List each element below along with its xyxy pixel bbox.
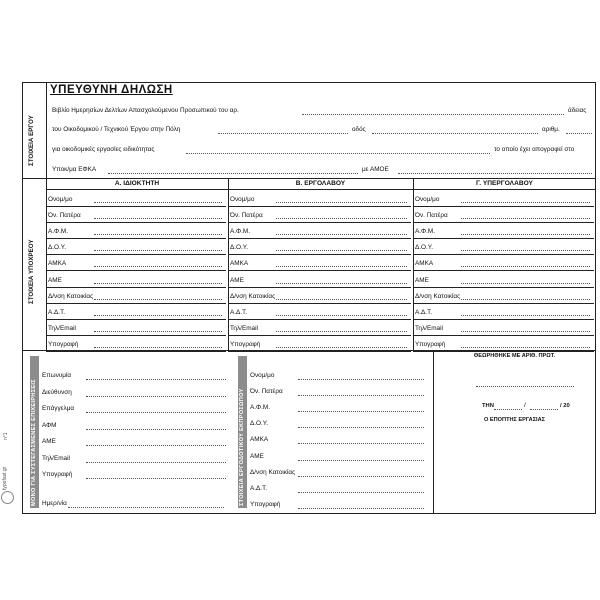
- publisher-logo: [1, 491, 14, 504]
- column-divider-b: [228, 178, 229, 350]
- project-line3-end: το οποίο έχει απογραφεί στο: [494, 146, 575, 153]
- subcontractor-input-dots[interactable]: [461, 266, 590, 267]
- representative-field-label: Υπογραφή: [250, 501, 281, 508]
- contractor-input-dots[interactable]: [276, 202, 407, 203]
- owner-input[interactable]: [46, 319, 226, 320]
- official-title: ΘΕΩΡΗΘΗΚΕ ΜΕ ΑΡΙΘ. ΠΡΩΤ.: [473, 353, 556, 359]
- project-line1: Βιβλίο Ημερησίων Δελτίων Απασχολούμενου Προσωπικού του αρ.: [52, 107, 239, 114]
- company-input[interactable]: [86, 445, 226, 446]
- contractor-input[interactable]: [228, 270, 411, 271]
- column-divider-c: [413, 178, 414, 350]
- subcontractor-input-dots[interactable]: [461, 250, 590, 251]
- subcontractor-field-label: Υπογραφή: [415, 341, 446, 348]
- owner-input-dots[interactable]: [94, 347, 222, 348]
- owner-input[interactable]: [46, 222, 226, 223]
- owner-field-label: Α.Δ.Τ.: [48, 309, 66, 316]
- project-number-field[interactable]: [566, 133, 592, 134]
- project-line4-mid: με ΑΜΟΕ: [362, 166, 389, 173]
- contractor-input[interactable]: [228, 238, 411, 239]
- contractor-field-label: Όν. Πατέρα: [230, 212, 263, 219]
- representative-field-label: Α.Δ.Τ.: [250, 485, 268, 492]
- representative-input[interactable]: [298, 427, 424, 428]
- contractor-input-dots[interactable]: [276, 315, 407, 316]
- owner-input-dots[interactable]: [94, 266, 222, 267]
- representative-input[interactable]: [298, 492, 424, 493]
- subcontractor-field-label: Δ.Ο.Υ.: [415, 244, 434, 251]
- owner-field-label: ΑΜΕ: [48, 277, 62, 284]
- subcontractor-input-dots[interactable]: [461, 347, 590, 348]
- column-subcontractor: Γ. ΥΠΕΡΓΟΛΑΒΟΥ: [476, 180, 533, 187]
- columns-header-rule: [46, 189, 596, 190]
- representative-field-label: Δ.Ο.Υ.: [250, 420, 269, 427]
- representative-input[interactable]: [298, 476, 424, 477]
- contractor-input[interactable]: [228, 351, 411, 352]
- representative-input[interactable]: [298, 443, 424, 444]
- contractor-input-dots[interactable]: [276, 234, 407, 235]
- company-field-label: ΑΦΜ: [42, 422, 57, 429]
- subcontractor-input[interactable]: [413, 238, 594, 239]
- owner-field-label: Α.Φ.Μ.: [48, 228, 69, 235]
- project-line3: για οικοδομικές εργασίες ειδικότητας: [52, 146, 155, 153]
- contractor-input-dots[interactable]: [276, 218, 407, 219]
- owner-field-label: Ονομ/μο: [48, 196, 73, 203]
- contractor-input-dots[interactable]: [276, 347, 407, 348]
- subcontractor-input-dots[interactable]: [461, 218, 590, 219]
- publisher-code: n°1: [3, 432, 9, 440]
- company-input[interactable]: [86, 478, 226, 479]
- official-date-prefix: ΤΗΝ: [482, 403, 494, 409]
- representative-input[interactable]: [298, 460, 424, 461]
- subcontractor-field-label: ΑΜΕ: [415, 277, 429, 284]
- official-year: / 20: [560, 403, 570, 409]
- official-date-sep: /: [524, 402, 526, 409]
- owner-input-dots[interactable]: [94, 315, 222, 316]
- contractor-input[interactable]: [228, 222, 411, 223]
- owner-input-dots[interactable]: [94, 202, 222, 203]
- company-field-label: Διεύθυνση: [42, 389, 72, 396]
- project-line1-end: άδειας: [568, 107, 587, 114]
- publisher-name: typofast.gr: [2, 466, 8, 490]
- representative-input[interactable]: [298, 379, 424, 380]
- company-input[interactable]: [86, 396, 226, 397]
- representative-field-label: ΑΜΕ: [250, 453, 264, 460]
- contractor-input[interactable]: [228, 287, 411, 288]
- owner-input[interactable]: [46, 254, 226, 255]
- subcontractor-field-label: Δ/νση Κατοικίας: [415, 293, 461, 300]
- owner-input-dots[interactable]: [94, 218, 222, 219]
- representative-field-label: Δ/νση Κατοικίας: [250, 469, 296, 476]
- owner-input[interactable]: [46, 270, 226, 271]
- project-city-field[interactable]: [218, 133, 348, 134]
- owner-input[interactable]: [46, 351, 226, 352]
- official-month-field[interactable]: [530, 409, 558, 410]
- company-date-label: Ημερ/νία: [42, 500, 67, 507]
- owner-input-dots[interactable]: [94, 283, 222, 284]
- subcontractor-input[interactable]: [413, 254, 594, 255]
- obligated-divider: [46, 178, 47, 350]
- company-input[interactable]: [86, 379, 226, 380]
- obligated-section-label: ΣΤΟΙΧΕΙΑ ΥΠΟΧΡΕΟΥ: [28, 239, 35, 304]
- project-line4: Υποκ/μα ΕΦΚΑ: [52, 166, 97, 173]
- company-strip-label: ΜΟΝΟ ΓΙΑ ΣΥΣΤΕΓΑΣΜΕΝΕΣ ΕΠΙΧΕΙΡΗΣΕΙΣ: [31, 379, 37, 506]
- company-input[interactable]: [86, 429, 226, 430]
- contractor-field-label: ΑΜΚΑ: [230, 260, 249, 267]
- contractor-input-dots[interactable]: [276, 299, 407, 300]
- company-field-label: Επάγγελμα: [42, 405, 75, 412]
- project-line1-field[interactable]: [302, 114, 564, 115]
- subcontractor-input[interactable]: [413, 351, 594, 352]
- subcontractor-field-label: Ονομ/μο: [415, 196, 440, 203]
- company-input[interactable]: [86, 462, 226, 463]
- representative-field-label: Α.Φ.Μ.: [250, 404, 271, 411]
- company-field-label: Επωνυμία: [42, 372, 72, 379]
- project-divider: [46, 82, 47, 178]
- contractor-input[interactable]: [228, 303, 411, 304]
- project-amoe-field[interactable]: [398, 173, 592, 174]
- project-section-label: ΣΤΟΙΧΕΙΑ ΕΡΓΟΥ: [28, 115, 35, 166]
- contractor-input-dots[interactable]: [276, 250, 407, 251]
- contractor-field-label: Υπογραφή: [230, 341, 261, 348]
- contractor-field-label: Δ.Ο.Υ.: [230, 244, 249, 251]
- subcontractor-input-dots[interactable]: [461, 315, 590, 316]
- project-line2-mid: οδός: [352, 126, 366, 133]
- subcontractor-input[interactable]: [413, 319, 594, 320]
- owner-input[interactable]: [46, 335, 226, 336]
- contractor-input-dots[interactable]: [276, 331, 407, 332]
- representative-strip: [238, 356, 247, 508]
- contractor-input[interactable]: [228, 206, 411, 207]
- representative-input[interactable]: [298, 395, 424, 396]
- contractor-input[interactable]: [228, 335, 411, 336]
- owner-input[interactable]: [46, 238, 226, 239]
- subcontractor-input-dots[interactable]: [461, 202, 590, 203]
- company-field-label: Υπογραφή: [42, 471, 73, 478]
- owner-input-dots[interactable]: [94, 299, 222, 300]
- subcontractor-field-label: Α.Δ.Τ.: [415, 309, 433, 316]
- subcontractor-input[interactable]: [413, 303, 594, 304]
- subcontractor-input[interactable]: [413, 287, 594, 288]
- owner-input[interactable]: [46, 287, 226, 288]
- project-efka-field[interactable]: [108, 173, 358, 174]
- subcontractor-input-dots[interactable]: [461, 283, 590, 284]
- official-protocol-field[interactable]: [476, 386, 574, 387]
- representative-strip-label: ΣΤΟΙΧΕΙΑ ΕΡΓΟΔΟΤΙΚΟΥ ΕΚΠΡΟΣΩΠΟΥ: [239, 388, 245, 506]
- company-date-field[interactable]: [68, 507, 224, 508]
- representative-input[interactable]: [298, 508, 424, 509]
- owner-input-dots[interactable]: [94, 331, 222, 332]
- contractor-input[interactable]: [228, 254, 411, 255]
- contractor-field-label: Ονομ/μο: [230, 196, 255, 203]
- contractor-input-dots[interactable]: [276, 283, 407, 284]
- owner-field-label: Τηλ/Email: [48, 325, 76, 332]
- owner-field-label: ΑΜΚΑ: [48, 260, 67, 267]
- contractor-input-dots[interactable]: [276, 266, 407, 267]
- representative-field-label: Όν. Πατέρα: [250, 388, 283, 395]
- project-street-field[interactable]: [372, 133, 538, 134]
- owner-input[interactable]: [46, 206, 226, 207]
- subcontractor-input[interactable]: [413, 270, 594, 271]
- contractor-field-label: Α.Δ.Τ.: [230, 309, 248, 316]
- subcontractor-input-dots[interactable]: [461, 299, 590, 300]
- subcontractor-input-dots[interactable]: [461, 234, 590, 235]
- company-field-label: Τηλ/Email: [42, 455, 70, 462]
- owner-field-label: Δ/νση Κατοικίας: [48, 293, 94, 300]
- company-input[interactable]: [86, 412, 226, 413]
- official-divider: [433, 350, 434, 514]
- representative-field-label: ΑΜΚΑ: [250, 436, 269, 443]
- subcontractor-field-label: Τηλ/Email: [415, 325, 443, 332]
- contractor-field-label: Δ/νση Κατοικίας: [230, 293, 276, 300]
- subcontractor-input[interactable]: [413, 335, 594, 336]
- owner-input[interactable]: [46, 303, 226, 304]
- obligated-bottom-rule: [22, 350, 596, 351]
- owner-field-label: Όν. Πατέρα: [48, 212, 81, 219]
- subcontractor-input-dots[interactable]: [461, 331, 590, 332]
- contractor-field-label: ΑΜΕ: [230, 277, 244, 284]
- column-owner: Α. ΙΔΙΟΚΤΗΤΗ: [114, 180, 160, 187]
- representative-input[interactable]: [298, 411, 424, 412]
- company-field-label: ΑΜΕ: [42, 438, 56, 445]
- project-line2-end: αριθμ.: [542, 126, 560, 133]
- subcontractor-field-label: Α.Φ.Μ.: [415, 228, 436, 235]
- owner-field-label: Δ.Ο.Υ.: [48, 244, 67, 251]
- project-bottom-rule: [22, 178, 596, 179]
- owner-field-label: Υπογραφή: [48, 341, 79, 348]
- official-signer: Ο ΕΠΟΠΤΗΣ ΕΡΓΑΣΙΑΣ: [484, 417, 545, 423]
- owner-input-dots[interactable]: [94, 250, 222, 251]
- project-specialty-field[interactable]: [186, 153, 490, 154]
- contractor-field-label: Τηλ/Email: [230, 325, 258, 332]
- subcontractor-field-label: ΑΜΚΑ: [415, 260, 434, 267]
- subcontractor-input[interactable]: [413, 206, 594, 207]
- company-strip: [30, 356, 39, 508]
- contractor-input[interactable]: [228, 319, 411, 320]
- project-line2: του Οικοδομικού / Τεχνικού Έργου στην Πόλη: [52, 126, 181, 133]
- owner-input-dots[interactable]: [94, 234, 222, 235]
- subcontractor-input[interactable]: [413, 222, 594, 223]
- official-day-field[interactable]: [494, 409, 522, 410]
- contractor-field-label: Α.Φ.Μ.: [230, 228, 251, 235]
- representative-field-label: Ονομ/μο: [250, 372, 275, 379]
- column-contractor: Β. ΕΡΓΟΛΑΒΟΥ: [295, 180, 346, 187]
- form-title: ΥΠΕΥΘΥΝΗ ΔΗΛΩΣΗ: [50, 84, 173, 96]
- subcontractor-field-label: Όν. Πατέρα: [415, 212, 448, 219]
